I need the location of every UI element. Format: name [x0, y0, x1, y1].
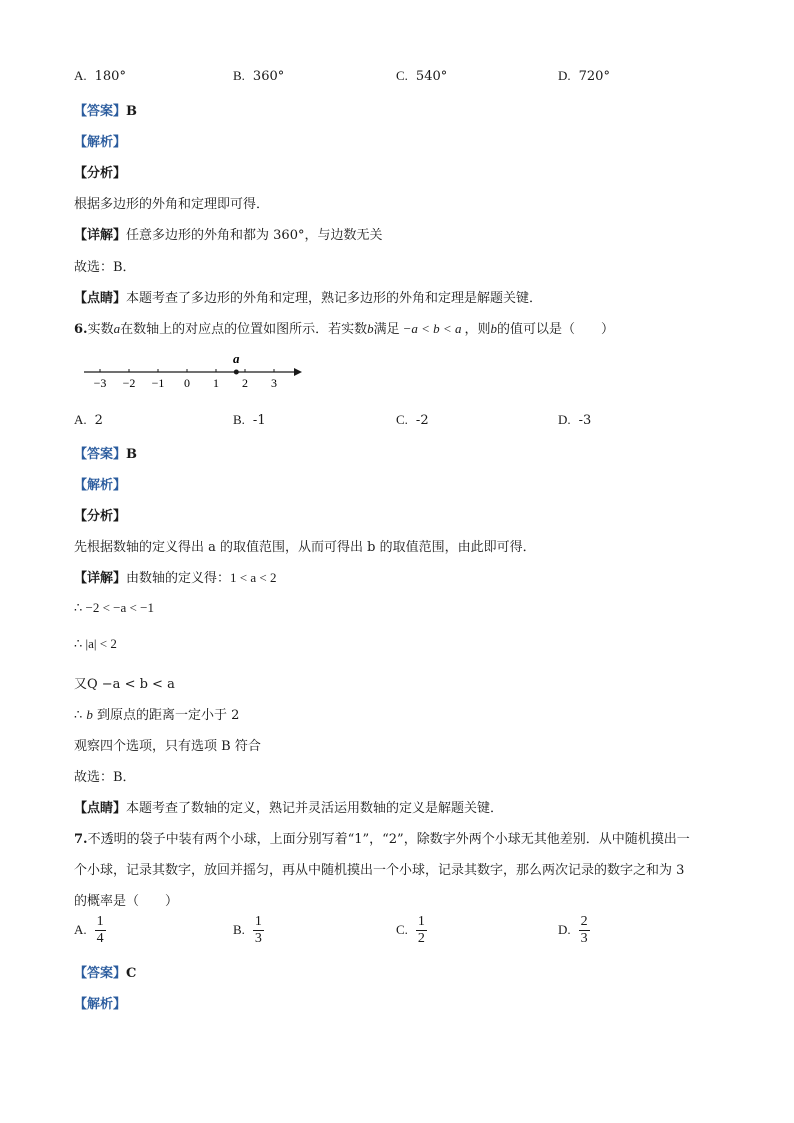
q5-fenxi-label: 【分析】 [74, 166, 127, 181]
number-line-tick-label: −1 [151, 376, 165, 390]
q6-step2: ∴ |a| < 2 [74, 636, 117, 651]
q6-dianjing: 【点睛】本题考查了数轴的定义，熟记并灵活运用数轴的定义是解题关键． [74, 801, 504, 816]
q6-step4: ∴ b 到原点的距离一定小于 2 [74, 707, 240, 723]
number-line-tick-label: 3 [271, 376, 277, 390]
q6-option-c: C. -2 [396, 412, 429, 428]
q6-jiexi-label: 【解析】 [74, 478, 127, 493]
q6-step3: 又Q −a < b < a [74, 677, 175, 692]
number-line-tick-label: −3 [93, 376, 107, 390]
q5-fenxi-text: 根据多边形的外角和定理即可得． [74, 197, 270, 212]
q7-option-c: C. $\frac{1}{2}$ [396, 914, 425, 946]
q6-step5: 观察四个选项，只有选项 B 符合 [74, 739, 261, 754]
q7-option-b: B. $\frac{1}{3}$ [233, 914, 262, 946]
q6-guxuan: 故选：B． [74, 770, 136, 785]
number-line-point-label: a [233, 351, 240, 366]
q7-stem-line3: 的概率是（ ） [74, 894, 179, 909]
q6-stem: 6.实数a在数轴上的对应点的位置如图所示．若实数b满足 −a < b < a ，则b的值可以是（ ） [74, 321, 614, 337]
q5-jiexi-label: 【解析】 [74, 135, 127, 150]
q7-stem-line2: 个小球，记录其数字，放回并摇匀，再从中随机摸出一个小球，记录其数字，那么两次记录的数字之和为 3 [74, 863, 685, 878]
q6-answer: 【答案】B [74, 447, 138, 462]
q6-fenxi-label: 【分析】 [74, 509, 127, 524]
q5-xiangjie: 【详解】任意多边形的外角和都为 360°，与边数无关 [74, 228, 383, 243]
number-line-tick-label: 2 [242, 376, 248, 390]
q6-option-a: A. 2 [74, 412, 103, 428]
q5-answer: 【答案】B [74, 104, 138, 119]
number-line-tick-label: −2 [122, 376, 136, 390]
number-line [80, 350, 310, 392]
q7-option-d: D. $\frac{2}{3}$ [558, 914, 588, 946]
q5-guxuan: 故选：B． [74, 260, 136, 275]
q6-option-d: D. -3 [558, 412, 592, 428]
q6-step1: ∴ −2 < −a < −1 [74, 600, 154, 615]
q7-jiexi-label: 【解析】 [74, 997, 127, 1012]
fraction: $\frac{2}{3}$ [580, 914, 588, 946]
q7-answer: 【答案】C [74, 966, 137, 981]
q5-dianjing: 【点睛】本题考查了多边形的外角和定理，熟记多边形的外角和定理是解题关键． [74, 291, 543, 306]
q5-option-b: B. 360° [233, 68, 285, 84]
number-line-tick-label: 0 [184, 376, 190, 390]
number-line-arrow [294, 368, 302, 376]
fraction: $\frac{1}{3}$ [254, 914, 262, 946]
q7-option-a: A. $\frac{1}{4}$ [74, 914, 104, 946]
q5-option-a: A. 180° [74, 68, 126, 84]
q5-option-d: D. 720° [558, 68, 610, 84]
fraction: $\frac{1}{4}$ [96, 914, 104, 946]
q6-xiangjie: 【详解】由数轴的定义得：1 < a < 2 [74, 570, 277, 586]
q6-fenxi-text: 先根据数轴的定义得出 a 的取值范围，从而可得出 b 的取值范围，由此即可得． [74, 540, 536, 555]
fraction: $\frac{1}{2}$ [417, 914, 425, 946]
number-line-tick-label: 1 [213, 376, 219, 390]
q7-stem-line1: 7.不透明的袋子中装有两个小球，上面分别写着“1”，“2”，除数字外两个小球无其他差别．从中随机摸出一 [74, 832, 690, 847]
q6-option-b: B. -1 [233, 412, 266, 428]
q5-option-c: C. 540° [396, 68, 448, 84]
number-line-point-a [234, 370, 239, 375]
